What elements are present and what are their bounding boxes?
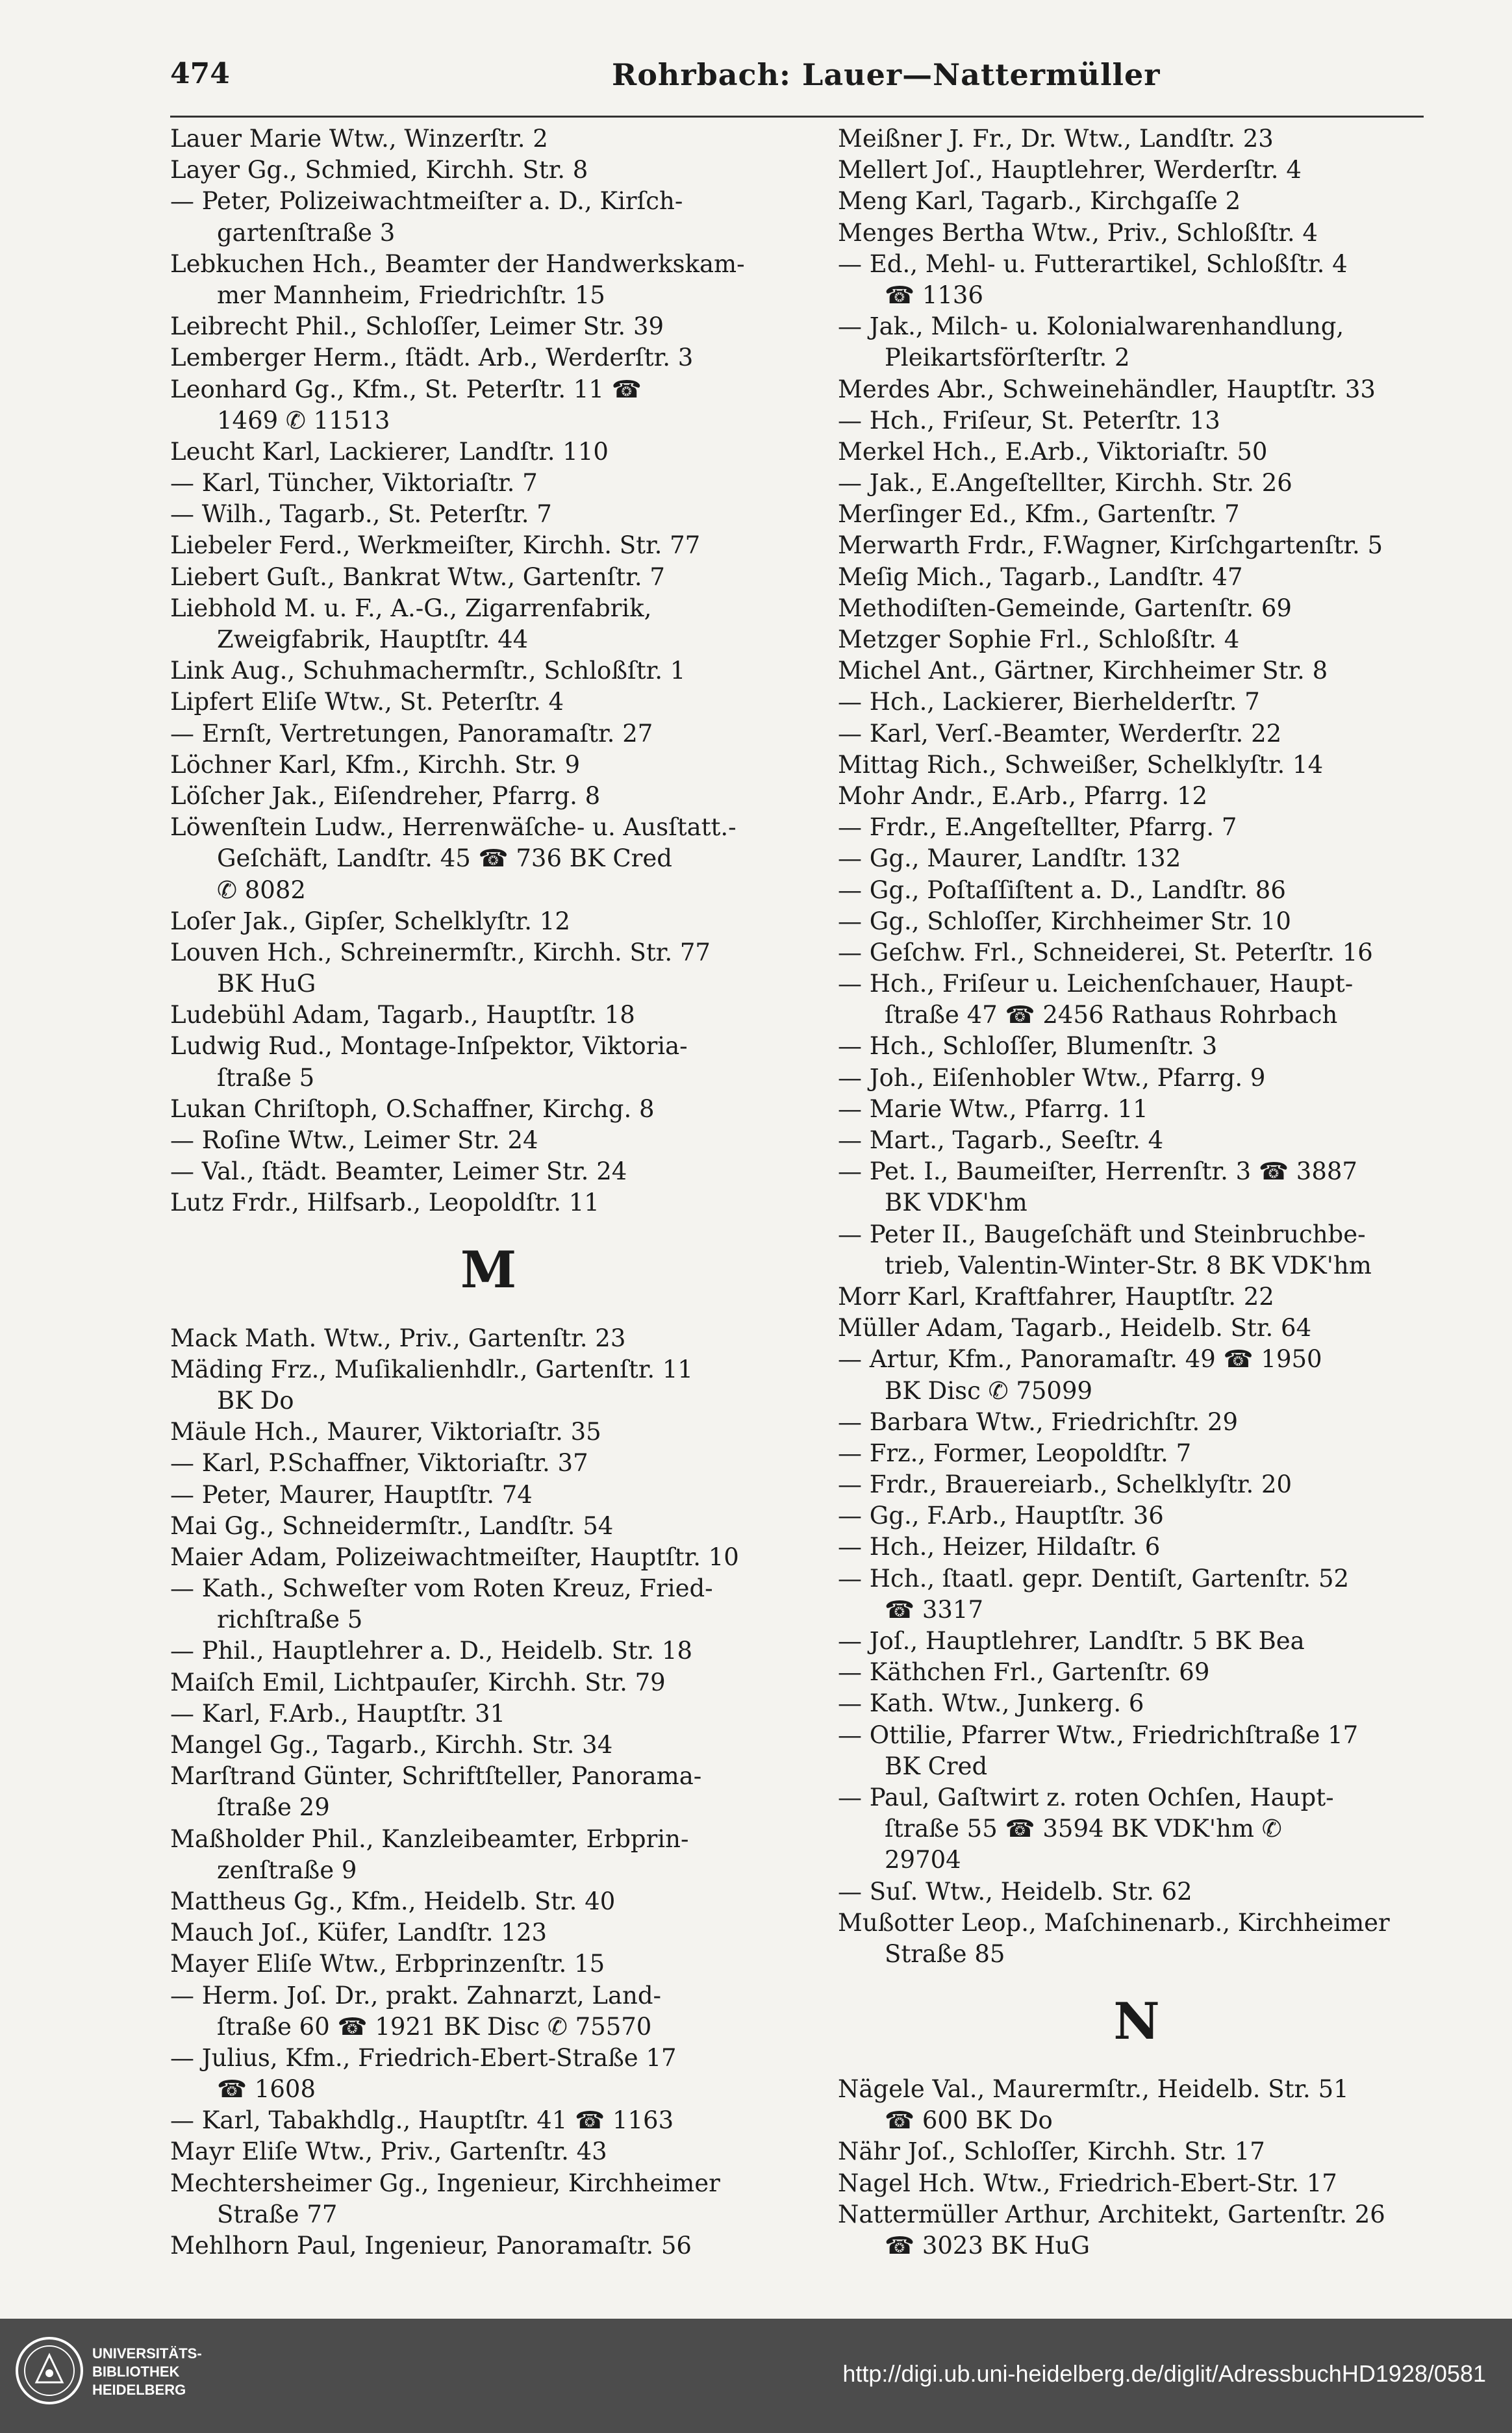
institution-line: BIBLIOTHEK — [92, 2364, 180, 2380]
directory-entry: Mäule Hch., Maurer, Viktoriaſtr. 35 — [170, 1418, 601, 1446]
directory-entry: Liebhold M. u. F., A.-G., Zigarrenfabrik, — [170, 594, 652, 622]
entry-continuation: gartenſtraße 3 — [217, 218, 396, 247]
directory-entry: Mattheus Gg., Kfm., Heidelb. Str. 40 — [170, 1887, 616, 1915]
directory-entry: Meng Karl, Tagarb., Kirchgaſſe 2 — [838, 187, 1241, 216]
directory-entry: — Hch., Heizer, Hildaſtr. 6 — [838, 1533, 1161, 1561]
directory-entry: — Herm. Joſ. Dr., prakt. Zahnarzt, Land- — [170, 1981, 662, 2010]
directory-entry: Müller Adam, Tagarb., Heidelb. Str. 64 — [838, 1314, 1312, 1343]
entry-continuation: ſtraße 55 ☎ 3594 BK VDK'hm ✆ — [885, 1815, 1282, 1843]
directory-entry: — Mart., Tagarb., Seeſtr. 4 — [838, 1126, 1164, 1154]
directory-entry: — Kath. Wtw., Junkerg. 6 — [838, 1689, 1144, 1718]
university-seal-icon — [14, 2336, 84, 2406]
entry-continuation: BK HuG — [217, 970, 316, 998]
directory-entry: — Gg., Schloſſer, Kirchheimer Str. 10 — [838, 907, 1291, 935]
institution-line: HEIDELBERG — [92, 2382, 186, 2398]
directory-entry: Leonhard Gg., Kfm., St. Peterſtr. 11 ☎ — [170, 375, 642, 403]
institution-line: UNIVERSITÄTS- — [92, 2345, 202, 2362]
directory-entry: Lauer Marie Wtw., Winzerſtr. 2 — [170, 125, 548, 153]
directory-entry: — Karl, Verſ.-Beamter, Werderſtr. 22 — [838, 719, 1282, 748]
directory-entry: Metzger Sophie Frl., Schloßſtr. 4 — [838, 625, 1240, 653]
directory-entry: Ludwig Rud., Montage-Inſpektor, Viktoria- — [170, 1032, 688, 1061]
directory-entry: Maiſch Emil, Lichtpauſer, Kirchh. Str. 79 — [170, 1668, 666, 1696]
directory-entry: Mechtersheimer Gg., Ingenieur, Kirchheimer — [170, 2169, 720, 2197]
directory-entry: — Ernſt, Vertretungen, Panoramaſtr. 27 — [170, 719, 653, 748]
source-url-link[interactable]: http://digi.ub.uni-heidelberg.de/diglit/AdressbuchHD1928/0581 — [842, 2360, 1486, 2387]
directory-entry: — Julius, Kfm., Friedrich-Ebert-Straße 17 — [170, 2043, 677, 2072]
directory-entry: — Gg., Maurer, Landſtr. 132 — [838, 844, 1181, 873]
directory-entry: — Frdr., E.Angeſtellter, Pfarrg. 7 — [838, 813, 1237, 842]
entry-continuation: Zweigfabrik, Hauptſtr. 44 — [217, 625, 529, 653]
directory-entry: Morr Karl, Kraftfahrer, Hauptſtr. 22 — [838, 1282, 1274, 1311]
directory-entry: — Jak., E.Angeſtellter, Kirchh. Str. 26 — [838, 469, 1292, 498]
directory-entry: Lemberger Herm., ſtädt. Arb., Werderſtr. 3 — [170, 344, 694, 372]
directory-entry: Maier Adam, Polizeiwachtmeiſter, Hauptſtr. 10 — [170, 1543, 739, 1571]
directory-entry: Mellert Joſ., Hauptlehrer, Werderſtr. 4 — [838, 156, 1302, 184]
entry-continuation: 29704 — [885, 1846, 961, 1874]
entry-continuation: trieb, Valentin-Winter-Str. 8 BK VDK'hm — [885, 1251, 1372, 1280]
directory-entry: Mayr Eliſe Wtw., Priv., Gartenſtr. 43 — [170, 2137, 607, 2166]
directory-entry: Mauch Joſ., Küfer, Landſtr. 123 — [170, 1919, 548, 1947]
running-head: Rohrbach: Lauer—Nattermüller — [612, 57, 1161, 92]
directory-entry: Merwarth Frdr., F.Wagner, Kirſchgartenſtr. 5 — [838, 531, 1383, 560]
directory-entry: Leibrecht Phil., Schloſſer, Leimer Str. 39 — [170, 312, 664, 341]
directory-entry: Mack Math. Wtw., Priv., Gartenſtr. 23 — [170, 1324, 626, 1352]
directory-entry: — Karl, F.Arb., Hauptſtr. 31 — [170, 1699, 506, 1728]
directory-entry: Meißner J. Fr., Dr. Wtw., Landſtr. 23 — [838, 125, 1274, 153]
directory-entry: Nähr Joſ., Schloſſer, Kirchh. Str. 17 — [838, 2137, 1265, 2166]
right-column — [838, 123, 1435, 2262]
directory-entry: — Wilh., Tagarb., St. Peterſtr. 7 — [170, 500, 552, 529]
directory-entry: — Marie Wtw., Pfarrg. 11 — [838, 1094, 1148, 1123]
footer-bar — [0, 2319, 1512, 2433]
entry-continuation: mer Mannheim, Friedrichſtr. 15 — [217, 281, 605, 309]
directory-entry: — Phil., Hauptlehrer a. D., Heidelb. Str. 18 — [170, 1637, 693, 1665]
directory-entry: — Barbara Wtw., Friedrichſtr. 29 — [838, 1407, 1239, 1436]
entry-continuation: BK Cred — [885, 1752, 988, 1780]
directory-entry: — Val., ſtädt. Beamter, Leimer Str. 24 — [170, 1157, 627, 1186]
directory-entry: — Joſ., Hauptlehrer, Landſtr. 5 BK Bea — [838, 1627, 1305, 1655]
directory-entry: Link Aug., Schuhmachermſtr., Schloßſtr. 1 — [170, 657, 686, 685]
directory-entry: Lebkuchen Hch., Beamter der Handwerkskam- — [170, 249, 745, 278]
entry-continuation: ſtraße 47 ☎ 2456 Rathaus Rohrbach — [885, 1001, 1338, 1029]
directory-entry: — Paul, Gaſtwirt z. roten Ochſen, Haupt- — [838, 1783, 1334, 1811]
header-rule — [170, 116, 1424, 118]
entry-continuation: BK Do — [217, 1386, 294, 1415]
directory-entry: Menges Bertha Wtw., Priv., Schloßſtr. 4 — [838, 218, 1318, 247]
directory-entry: Mittag Rich., Schweißer, Schelklyſtr. 14 — [838, 750, 1324, 779]
directory-entry: — Pet. I., Baumeiſter, Herrenſtr. 3 ☎ 3887 — [838, 1157, 1357, 1186]
entry-continuation: Pleikartsförſterſtr. 2 — [885, 344, 1130, 372]
entry-continuation: Straße 85 — [885, 1939, 1005, 1968]
directory-entry: — Ottilie, Pfarrer Wtw., Friedrichſtraße 17 — [838, 1721, 1359, 1749]
directory-entry: Nägele Val., Maurermſtr., Heidelb. Str. 51 — [838, 2075, 1349, 2104]
directory-entry: Mäding Frz., Muſikalienhdlr., Gartenſtr. 11 — [170, 1355, 693, 1383]
directory-entry: Mayer Eliſe Wtw., Erbprinzenſtr. 15 — [170, 1950, 605, 1978]
directory-entry: Merſinger Ed., Kfm., Gartenſtr. 7 — [838, 500, 1240, 529]
section-heading: N — [1113, 1991, 1160, 2051]
directory-entry: — Hch., ſtaatl. gepr. Dentiſt, Gartenſtr. 52 — [838, 1564, 1350, 1593]
directory-entry: — Frz., Former, Leopoldſtr. 7 — [838, 1439, 1192, 1467]
institution-name — [92, 2345, 202, 2399]
directory-entry: — Peter, Maurer, Hauptſtr. 74 — [170, 1480, 533, 1509]
directory-entry: Merdes Abr., Schweinehändler, Hauptſtr. 33 — [838, 375, 1376, 403]
directory-entry: Loſer Jak., Gipſer, Schelklyſtr. 12 — [170, 907, 570, 935]
directory-entry: — Suſ. Wtw., Heidelb. Str. 62 — [838, 1877, 1192, 1906]
directory-entry: Löchner Karl, Kfm., Kirchh. Str. 9 — [170, 750, 580, 779]
directory-entry: — Käthchen Frl., Gartenſtr. 69 — [838, 1658, 1210, 1687]
directory-entry: Löſcher Jak., Eiſendreher, Pfarrg. 8 — [170, 781, 601, 810]
entry-continuation: richſtraße 5 — [217, 1606, 363, 1634]
directory-entry: — Frdr., Brauereiarb., Schelklyſtr. 20 — [838, 1470, 1292, 1499]
directory-entry: — Geſchw. Frl., Schneiderei, St. Peterſtr. 16 — [838, 938, 1373, 966]
entry-continuation: ſtraße 29 — [217, 1793, 330, 1822]
directory-entry: Leucht Karl, Lackierer, Landſtr. 110 — [170, 437, 609, 466]
directory-entry: Methodiſten-Gemeinde, Gartenſtr. 69 — [838, 594, 1292, 622]
entry-continuation: BK Disc ✆ 75099 — [885, 1376, 1093, 1405]
directory-entry: Nattermüller Arthur, Architekt, Gartenſtr. 26 — [838, 2200, 1385, 2228]
directory-entry: Nagel Hch. Wtw., Friedrich-Ebert-Str. 17 — [838, 2169, 1337, 2197]
directory-entry: — Peter II., Baugeſchäft und Steinbruchbe- — [838, 1220, 1366, 1248]
directory-entry: Ludebühl Adam, Tagarb., Hauptſtr. 18 — [170, 1001, 635, 1029]
directory-entry: — Hch., Friſeur, St. Peterſtr. 13 — [838, 406, 1220, 435]
entry-continuation: zenſtraße 9 — [217, 1856, 357, 1884]
directory-entry: Mangel Gg., Tagarb., Kirchh. Str. 34 — [170, 1731, 613, 1759]
directory-entry: — Roſine Wtw., Leimer Str. 24 — [170, 1126, 538, 1154]
directory-entry: Marſtrand Günter, Schriftſteller, Panorama- — [170, 1762, 702, 1791]
directory-entry: Liebert Guſt., Bankrat Wtw., Gartenſtr. 7 — [170, 562, 665, 591]
entry-continuation: ſtraße 5 — [217, 1063, 315, 1092]
left-column — [170, 123, 807, 2262]
directory-entry: Lukan Chriſtoph, O.Schaffner, Kirchg. 8 — [170, 1094, 655, 1123]
entry-continuation: Straße 77 — [217, 2200, 338, 2228]
directory-entry: Mehlhorn Paul, Ingenieur, Panoramaſtr. 56 — [170, 2232, 692, 2260]
directory-entry: — Hch., Schloſſer, Blumenſtr. 3 — [838, 1032, 1218, 1061]
directory-entry: Mohr Andr., E.Arb., Pfarrg. 12 — [838, 781, 1208, 810]
entry-continuation: 1469 ✆ 11513 — [217, 406, 390, 435]
entry-continuation: ☎ 3317 — [885, 1595, 984, 1624]
entry-continuation: Geſchäft, Landſtr. 45 ☎ 736 BK Cred — [217, 844, 672, 873]
directory-entry: Louven Hch., Schreinermſtr., Kirchh. Str. 77 — [170, 938, 711, 966]
directory-entry: Merkel Hch., E.Arb., Viktoriaſtr. 50 — [838, 437, 1268, 466]
directory-entry: — Hch., Lackierer, Bierhelderſtr. 7 — [838, 688, 1260, 716]
directory-entry: Lutz Frdr., Hilfsarb., Leopoldſtr. 11 — [170, 1189, 599, 1217]
directory-entry: — Ed., Mehl- u. Futterartikel, Schloßſtr. 4 — [838, 249, 1348, 278]
entry-continuation: ☎ 1136 — [885, 281, 984, 309]
directory-entry: Lipfert Eliſe Wtw., St. Peterſtr. 4 — [170, 688, 564, 716]
entry-continuation: ☎ 3023 BK HuG — [885, 2232, 1090, 2260]
directory-entry: — Karl, Tüncher, Viktoriaſtr. 7 — [170, 469, 538, 498]
entry-continuation: ☎ 600 BK Do — [885, 2106, 1053, 2135]
directory-entry: — Karl, Tabakhdlg., Hauptſtr. 41 ☎ 1163 — [170, 2106, 674, 2135]
entry-continuation: ✆ 8082 — [217, 876, 306, 904]
directory-entry: — Gg., F.Arb., Hauptſtr. 36 — [838, 1502, 1164, 1530]
directory-entry: — Hch., Friſeur u. Leichenſchauer, Haupt- — [838, 970, 1354, 998]
directory-entry: Michel Ant., Gärtner, Kirchheimer Str. 8 — [838, 657, 1328, 685]
directory-entry: Maßholder Phil., Kanzleibeamter, Erbprin- — [170, 1824, 689, 1853]
page-header — [170, 57, 1424, 103]
directory-entry: Mußotter Leop., Maſchinenarb., Kirchheimer — [838, 1908, 1390, 1937]
directory-entry: — Joh., Eiſenhobler Wtw., Pfarrg. 9 — [838, 1063, 1266, 1092]
section-heading: M — [460, 1241, 517, 1300]
directory-entry: Löwenſtein Ludw., Herrenwäſche- u. Ausſtatt.- — [170, 813, 737, 842]
entry-continuation: ☎ 1608 — [217, 2075, 316, 2104]
directory-entry: Meſig Mich., Tagarb., Landſtr. 47 — [838, 562, 1243, 591]
directory-entry: — Peter, Polizeiwachtmeiſter a. D., Kirſch- — [170, 187, 683, 216]
entry-continuation: BK VDK'hm — [885, 1189, 1027, 1217]
directory-entry: — Jak., Milch- u. Kolonialwarenhandlung, — [838, 312, 1344, 341]
directory-entry: Mai Gg., Schneidermſtr., Landſtr. 54 — [170, 1511, 614, 1540]
directory-entry: — Artur, Kfm., Panoramaſtr. 49 ☎ 1950 — [838, 1345, 1322, 1374]
directory-entry: — Kath., Schweſter vom Roten Kreuz, Fried- — [170, 1574, 713, 1603]
directory-entry: — Gg., Poſtaſſiſtent a. D., Landſtr. 86 — [838, 876, 1286, 904]
entry-continuation: ſtraße 60 ☎ 1921 BK Disc ✆ 75570 — [217, 2012, 652, 2041]
directory-entry: — Karl, P.Schaffner, Viktoriaſtr. 37 — [170, 1449, 588, 1478]
directory-entry: Liebeler Ferd., Werkmeiſter, Kirchh. Str. 77 — [170, 531, 701, 560]
directory-entry: Layer Gg., Schmied, Kirchh. Str. 8 — [170, 156, 588, 184]
page-number: 474 — [170, 57, 230, 90]
